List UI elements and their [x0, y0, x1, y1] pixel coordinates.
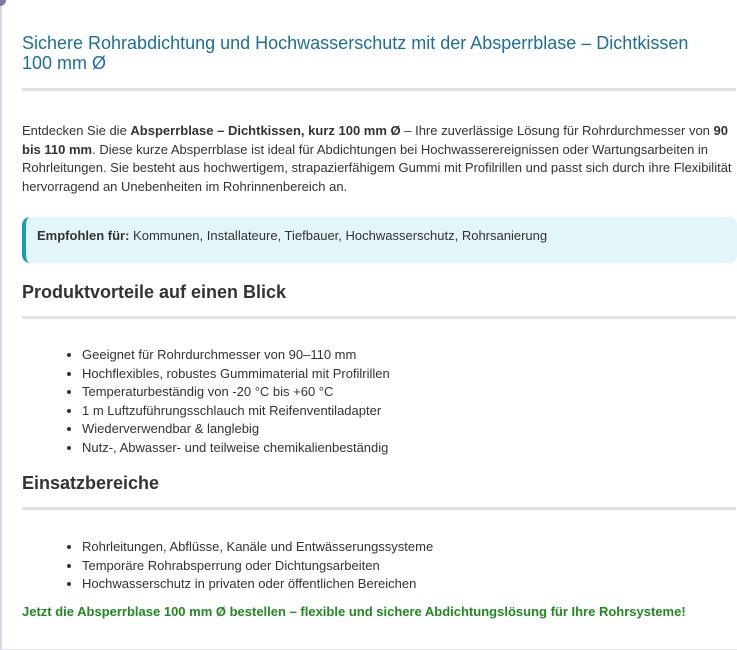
- order-call-to-action: Jetzt die Absperrblase 100 mm Ø bestellen – flexible und sichere Abdichtungslösung für Ihre Rohrsysteme!: [22, 603, 686, 619]
- advantages-heading: Produktvorteile auf einen Blick: [22, 282, 287, 302]
- list-item: • Geeignet für Rohrdurchmesser von 90–110 mm: [82, 346, 737, 365]
- usage-divider: [22, 507, 736, 510]
- title-divider: [22, 88, 736, 91]
- advantages-divider: [22, 316, 736, 319]
- callout-label: Empfohlen für:: [37, 228, 130, 243]
- list-item: • Temporäre Rohrabsperrung oder Dichtungsarbeiten: [82, 557, 737, 576]
- list-item: • Wiederverwendbar & langlebig: [82, 420, 737, 439]
- intro-text-2: – Ihre zuverlässige Lösung für Rohrdurchmesser von: [400, 123, 714, 138]
- list-item: • Rohrleitungen, Abflüsse, Kanäle und Entwässerungssysteme: [82, 538, 737, 557]
- list-item: • Temperaturbeständig von -20 °C bis +60 °C: [82, 383, 737, 402]
- list-item: • Hochflexibles, robustes Gummimaterial mit Profilrillen: [82, 365, 737, 384]
- intro-bold-product: Absperrblase – Dichtkissen, kurz 100 mm Ø: [130, 123, 401, 138]
- callout-text: Kommunen, Installateure, Tiefbauer, Hochwasserschutz, Rohrsanierung: [129, 228, 548, 243]
- recommended-callout: [22, 217, 737, 263]
- usage-list: [22, 538, 737, 594]
- list-item: • 1 m Luftzuführungsschlauch mit Reifenventiladapter: [82, 402, 737, 421]
- list-item: • Hochwasserschutz in privaten oder öffentlichen Bereichen: [82, 575, 737, 594]
- list-item: • Nutz-, Abwasser- und teilweise chemikalienbeständig: [82, 439, 737, 458]
- page-title: Sichere Rohrabdichtung und Hochwasserschutz mit der Absperrblase – Dichtkissen 100 mm Ø: [22, 33, 689, 73]
- usage-heading: Einsatzbereiche: [22, 473, 160, 493]
- intro-text-3: . Diese kurze Absperrblase ist ideal für Abdichtungen bei Hochwasserereignissen oder Wartungsarbeiten in Rohrleitungen. Sie besteht aus hochwertigem, strapazierfähigem Gummi mit Profilrillen und passt sich durch ihre Flexibilität hervorragend an Unebenheiten im Rohrinnenbereich an.: [22, 141, 732, 194]
- advantages-list: [22, 346, 737, 457]
- intro-bold-range: 90 bis 110 mm: [22, 123, 728, 157]
- intro-text-1: Entdecken Sie die: [22, 123, 131, 138]
- intro-paragraph: [22, 122, 734, 196]
- frame-corner: [0, 0, 6, 6]
